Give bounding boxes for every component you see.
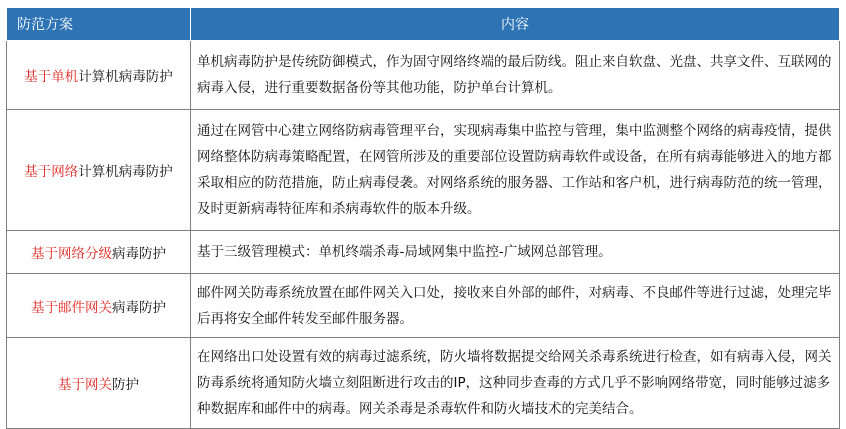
table-row xyxy=(7,110,840,231)
header-scheme: 防范方案 xyxy=(7,8,191,41)
scheme-suffix: 计算机病毒防护 xyxy=(78,69,173,85)
table-header-row xyxy=(7,8,840,41)
scheme-suffix: 计算机病毒防护 xyxy=(78,164,173,180)
scheme-highlight: 基于邮件网关 xyxy=(31,299,112,316)
content-cell: 在网络出口处设置有效的病毒过滤系统，防火墙将数据提交给网关杀毒系统进行检查，如有病毒入侵，网关防毒系统将通知防火墙立刻阻断进行攻击的IP，这种同步查毒的方式几乎不影响网络带宽，同时能够过滤多种数据库和邮件中的病毒。网关杀毒是杀毒软件和防火墙技术的完美结合。 xyxy=(191,338,840,429)
scheme-cell xyxy=(7,338,191,429)
scheme-highlight: 基于网络分级 xyxy=(31,246,112,262)
table-row xyxy=(7,231,840,274)
header-content: 内容 xyxy=(191,8,840,41)
content-cell: 邮件网关防毒系统放置在邮件网关入口处，接收来自外部的邮件，对病毒、不良邮件等进行过滤，处理完毕后再将安全邮件转发至邮件服务器。 xyxy=(191,274,840,338)
scheme-cell xyxy=(7,110,191,231)
scheme-highlight: 基于网络 xyxy=(24,164,79,180)
scheme-highlight: 基于网关 xyxy=(58,377,112,393)
scheme-suffix: 病毒防护 xyxy=(112,246,166,262)
table-row xyxy=(7,41,840,110)
scheme-highlight: 基于单机 xyxy=(24,69,79,85)
scheme-cell xyxy=(7,231,191,274)
scheme-suffix: 病毒防护 xyxy=(112,299,166,316)
table-row xyxy=(7,274,840,338)
defense-scheme-table xyxy=(6,7,840,429)
content-cell: 通过在网管中心建立网络防病毒管理平台，实现病毒集中监控与管理，集中监测整个网络的病毒疫情，提供网络整体防病毒策略配置，在网管所涉及的重要部位设置防病毒软件或设备，在所有病毒能够进入的地方都采取相应的防范措施，防止病毒侵袭。对网络系统的服务器、工作站和客户机，进行病毒防范的统一管理，及时更新病毒特征库和杀病毒软件的版本升级。 xyxy=(191,110,840,231)
table-row xyxy=(7,338,840,429)
scheme-cell xyxy=(7,274,191,338)
scheme-suffix: 防护 xyxy=(112,377,139,393)
content-cell: 基于三级管理模式：单机终端杀毒-局域网集中监控-广域网总部管理。 xyxy=(191,231,840,274)
content-cell: 单机病毒防护是传统防御模式，作为固守网络终端的最后防线。阻止来自软盘、光盘、共享文件、互联网的病毒入侵，进行重要数据备份等其他功能，防护单台计算机。 xyxy=(191,41,840,110)
scheme-cell xyxy=(7,41,191,110)
